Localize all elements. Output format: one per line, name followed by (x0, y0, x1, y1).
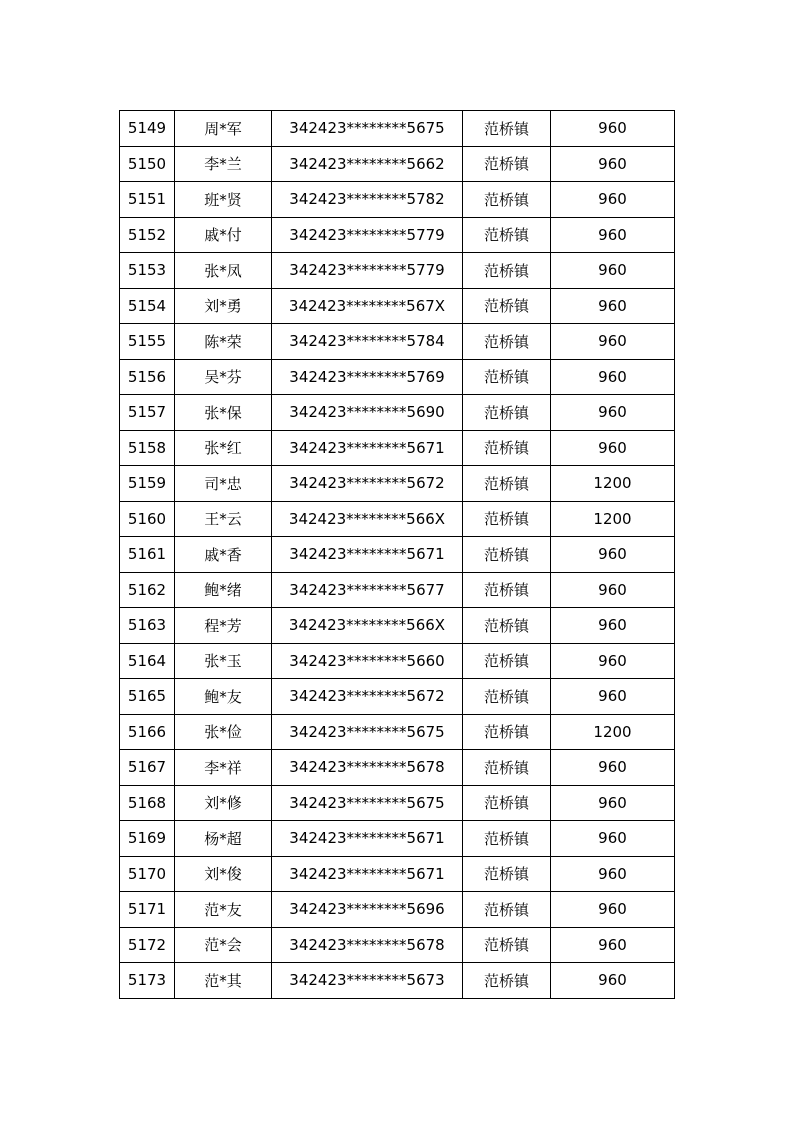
table-row (120, 643, 675, 679)
amount-cell: 960 (551, 430, 675, 466)
name-cell: 陈*荣 (175, 324, 272, 360)
town-cell: 范桥镇 (463, 963, 551, 999)
serial-number-cell: 5157 (120, 395, 175, 431)
table-row (120, 217, 675, 253)
town-cell: 范桥镇 (463, 643, 551, 679)
amount-cell: 960 (551, 821, 675, 857)
town-cell: 范桥镇 (463, 324, 551, 360)
town-cell: 范桥镇 (463, 856, 551, 892)
table-row (120, 501, 675, 537)
roster-table-body (120, 111, 675, 999)
town-cell: 范桥镇 (463, 359, 551, 395)
serial-number-cell: 5166 (120, 714, 175, 750)
table-row (120, 537, 675, 573)
id-number-cell: 342423********567X (272, 288, 463, 324)
amount-cell: 960 (551, 608, 675, 644)
town-cell: 范桥镇 (463, 253, 551, 289)
table-row (120, 146, 675, 182)
serial-number-cell: 5151 (120, 182, 175, 218)
table-row (120, 821, 675, 857)
serial-number-cell: 5160 (120, 501, 175, 537)
serial-number-cell: 5163 (120, 608, 175, 644)
town-cell: 范桥镇 (463, 608, 551, 644)
amount-cell: 960 (551, 927, 675, 963)
serial-number-cell: 5171 (120, 892, 175, 928)
id-number-cell: 342423********566X (272, 501, 463, 537)
table-row (120, 182, 675, 218)
town-cell: 范桥镇 (463, 288, 551, 324)
name-cell: 刘*俊 (175, 856, 272, 892)
id-number-cell: 342423********5690 (272, 395, 463, 431)
town-cell: 范桥镇 (463, 785, 551, 821)
table-row (120, 466, 675, 502)
town-cell: 范桥镇 (463, 714, 551, 750)
serial-number-cell: 5161 (120, 537, 175, 573)
serial-number-cell: 5150 (120, 146, 175, 182)
id-number-cell: 342423********5779 (272, 217, 463, 253)
name-cell: 张*保 (175, 395, 272, 431)
id-number-cell: 342423********5660 (272, 643, 463, 679)
town-cell: 范桥镇 (463, 395, 551, 431)
table-row (120, 927, 675, 963)
amount-cell: 1200 (551, 466, 675, 502)
name-cell: 戚*付 (175, 217, 272, 253)
id-number-cell: 342423********5696 (272, 892, 463, 928)
name-cell: 张*凤 (175, 253, 272, 289)
serial-number-cell: 5153 (120, 253, 175, 289)
town-cell: 范桥镇 (463, 430, 551, 466)
amount-cell: 960 (551, 572, 675, 608)
serial-number-cell: 5149 (120, 111, 175, 147)
amount-cell: 960 (551, 785, 675, 821)
roster-table (119, 110, 675, 999)
id-number-cell: 342423********5675 (272, 785, 463, 821)
amount-cell: 960 (551, 679, 675, 715)
amount-cell: 960 (551, 643, 675, 679)
name-cell: 吴*芬 (175, 359, 272, 395)
id-number-cell: 342423********5672 (272, 679, 463, 715)
name-cell: 鲍*绪 (175, 572, 272, 608)
name-cell: 戚*香 (175, 537, 272, 573)
table-row (120, 963, 675, 999)
table-row (120, 288, 675, 324)
town-cell: 范桥镇 (463, 892, 551, 928)
serial-number-cell: 5170 (120, 856, 175, 892)
table-row (120, 111, 675, 147)
table-row (120, 785, 675, 821)
id-number-cell: 342423********5671 (272, 537, 463, 573)
serial-number-cell: 5165 (120, 679, 175, 715)
name-cell: 司*忠 (175, 466, 272, 502)
serial-number-cell: 5154 (120, 288, 175, 324)
name-cell: 张*俭 (175, 714, 272, 750)
id-number-cell: 342423********5671 (272, 856, 463, 892)
name-cell: 王*云 (175, 501, 272, 537)
name-cell: 李*兰 (175, 146, 272, 182)
name-cell: 杨*超 (175, 821, 272, 857)
table-row (120, 572, 675, 608)
amount-cell: 960 (551, 856, 675, 892)
table-row (120, 324, 675, 360)
name-cell: 周*军 (175, 111, 272, 147)
name-cell: 鲍*友 (175, 679, 272, 715)
id-number-cell: 342423********5678 (272, 927, 463, 963)
amount-cell: 1200 (551, 501, 675, 537)
name-cell: 程*芳 (175, 608, 272, 644)
table-row (120, 608, 675, 644)
town-cell: 范桥镇 (463, 466, 551, 502)
table-row (120, 892, 675, 928)
serial-number-cell: 5158 (120, 430, 175, 466)
amount-cell: 1200 (551, 714, 675, 750)
id-number-cell: 342423********5671 (272, 430, 463, 466)
amount-cell: 960 (551, 111, 675, 147)
amount-cell: 960 (551, 324, 675, 360)
id-number-cell: 342423********5782 (272, 182, 463, 218)
table-row (120, 714, 675, 750)
table-row (120, 750, 675, 786)
id-number-cell: 342423********5769 (272, 359, 463, 395)
name-cell: 班*贤 (175, 182, 272, 218)
town-cell: 范桥镇 (463, 572, 551, 608)
id-number-cell: 342423********5779 (272, 253, 463, 289)
id-number-cell: 342423********5677 (272, 572, 463, 608)
id-number-cell: 342423********5675 (272, 714, 463, 750)
name-cell: 范*友 (175, 892, 272, 928)
serial-number-cell: 5162 (120, 572, 175, 608)
serial-number-cell: 5152 (120, 217, 175, 253)
amount-cell: 960 (551, 359, 675, 395)
amount-cell: 960 (551, 537, 675, 573)
id-number-cell: 342423********5784 (272, 324, 463, 360)
name-cell: 范*其 (175, 963, 272, 999)
id-number-cell: 342423********566X (272, 608, 463, 644)
amount-cell: 960 (551, 892, 675, 928)
name-cell: 张*红 (175, 430, 272, 466)
amount-cell: 960 (551, 963, 675, 999)
table-row (120, 359, 675, 395)
serial-number-cell: 5172 (120, 927, 175, 963)
name-cell: 刘*勇 (175, 288, 272, 324)
serial-number-cell: 5167 (120, 750, 175, 786)
table-row (120, 856, 675, 892)
id-number-cell: 342423********5672 (272, 466, 463, 502)
serial-number-cell: 5164 (120, 643, 175, 679)
table-row (120, 395, 675, 431)
amount-cell: 960 (551, 182, 675, 218)
serial-number-cell: 5155 (120, 324, 175, 360)
table-row (120, 679, 675, 715)
amount-cell: 960 (551, 217, 675, 253)
table-row (120, 430, 675, 466)
name-cell: 范*会 (175, 927, 272, 963)
name-cell: 刘*修 (175, 785, 272, 821)
id-number-cell: 342423********5662 (272, 146, 463, 182)
serial-number-cell: 5159 (120, 466, 175, 502)
amount-cell: 960 (551, 146, 675, 182)
town-cell: 范桥镇 (463, 537, 551, 573)
town-cell: 范桥镇 (463, 111, 551, 147)
town-cell: 范桥镇 (463, 501, 551, 537)
amount-cell: 960 (551, 288, 675, 324)
serial-number-cell: 5169 (120, 821, 175, 857)
amount-cell: 960 (551, 750, 675, 786)
id-number-cell: 342423********5673 (272, 963, 463, 999)
id-number-cell: 342423********5671 (272, 821, 463, 857)
amount-cell: 960 (551, 395, 675, 431)
town-cell: 范桥镇 (463, 927, 551, 963)
table-row (120, 253, 675, 289)
serial-number-cell: 5168 (120, 785, 175, 821)
id-number-cell: 342423********5678 (272, 750, 463, 786)
town-cell: 范桥镇 (463, 146, 551, 182)
town-cell: 范桥镇 (463, 821, 551, 857)
name-cell: 李*祥 (175, 750, 272, 786)
town-cell: 范桥镇 (463, 750, 551, 786)
town-cell: 范桥镇 (463, 182, 551, 218)
serial-number-cell: 5173 (120, 963, 175, 999)
name-cell: 张*玉 (175, 643, 272, 679)
serial-number-cell: 5156 (120, 359, 175, 395)
id-number-cell: 342423********5675 (272, 111, 463, 147)
town-cell: 范桥镇 (463, 679, 551, 715)
amount-cell: 960 (551, 253, 675, 289)
town-cell: 范桥镇 (463, 217, 551, 253)
